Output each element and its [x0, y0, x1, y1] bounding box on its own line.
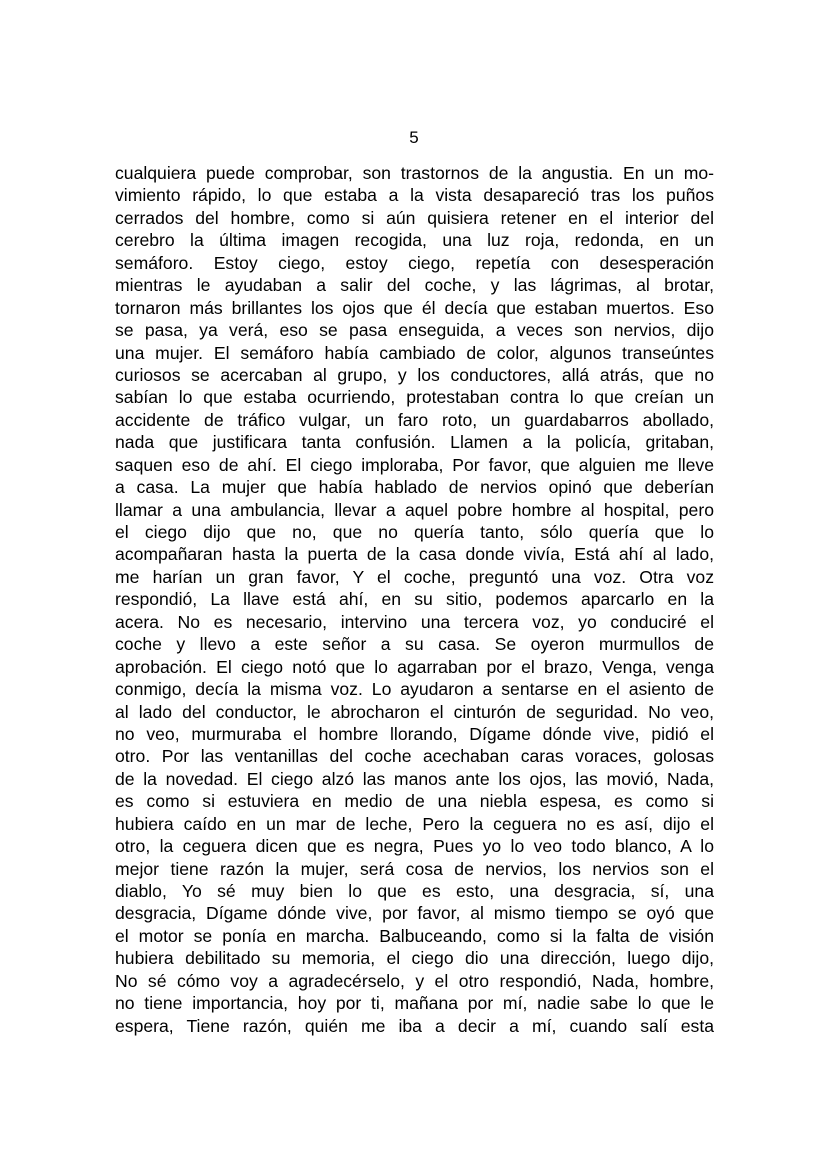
- text-line: cerrados del hombre, como si aún quisiera retener en el interior del: [115, 207, 714, 228]
- text-line: curiosos se acercaban al grupo, y los conductores, allá atrás, que no: [115, 364, 714, 385]
- text-line: a casa. La mujer que había hablado de nervios opinó que deberían: [115, 477, 714, 498]
- text-line: cerebro la última imagen recogida, una luz roja, redonda, en un: [115, 230, 714, 251]
- text-line: mientras le ayudaban a salir del coche, y las lágrimas, al brotar,: [115, 275, 714, 296]
- text-line: nada que justificara tanta confusión. Llamen a la policía, gritaban,: [115, 432, 714, 453]
- text-line: acera. No es necesario, intervino una tercera voz, yo conduciré el: [115, 611, 714, 632]
- text-line: una mujer. El semáforo había cambiado de color, algunos transeúntes: [115, 342, 714, 363]
- text-line: espera, Tiene razón, quién me iba a decir a mí, cuando salí esta: [115, 1015, 714, 1036]
- page-number: 5: [409, 128, 419, 147]
- text-line: no veo, murmuraba el hombre llorando, Dígame dónde vive, pidió el: [115, 723, 714, 744]
- text-line: semáforo. Estoy ciego, estoy ciego, repetía con desesperación: [115, 252, 714, 273]
- text-line: respondió, La llave está ahí, en su sitio, podemos aparcarlo en la: [115, 589, 714, 610]
- text-line: No sé cómo voy a agradecérselo, y el otro respondió, Nada, hombre,: [115, 970, 714, 991]
- text-line: diablo, Yo sé muy bien lo que es esto, una desgracia, sí, una: [115, 881, 714, 901]
- text-line: saquen eso de ahí. El ciego imploraba, Por favor, que alguien me lleve: [115, 454, 714, 475]
- text-line: otro, la ceguera dicen que es negra, Pues yo lo veo todo blanco, A lo: [115, 836, 714, 857]
- text-line: cualquiera puede comprobar, son trastornos de la angustia. En un mo-: [115, 163, 714, 183]
- text-line: conmigo, decía la misma voz. Lo ayudaron a sentarse en el asiento de: [115, 679, 714, 700]
- text-line: es como si estuviera en medio de una niebla espesa, es como si: [115, 791, 714, 812]
- text-line: tornaron más brillantes los ojos que él decía que estaban muertos. Eso: [115, 297, 714, 318]
- text-line: hubiera caído en un mar de leche, Pero la ceguera no es así, dijo el: [115, 813, 714, 834]
- text-line: accidente de tráfico vulgar, un faro roto, un guardabarros abollado,: [115, 409, 714, 430]
- text-line: otro. Por las ventanillas del coche acechaban caras voraces, golosas: [115, 746, 714, 767]
- text-line: se pasa, ya verá, eso se pasa enseguida, a veces son nervios, dijo: [115, 320, 714, 341]
- text-line: hubiera debilitado su memoria, el ciego dio una dirección, luego dijo,: [115, 948, 714, 969]
- text-line: sabían lo que estaba ocurriendo, protestaban contra lo que creían un: [115, 387, 714, 408]
- text-line: llamar a una ambulancia, llevar a aquel pobre hombre al hospital, pero: [115, 499, 714, 520]
- text-line: me harían un gran favor, Y el coche, preguntó una voz. Otra voz: [115, 566, 714, 587]
- text-line: no tiene importancia, hoy por ti, mañana por mí, nadie sabe lo que le: [115, 993, 714, 1014]
- text-line: aprobación. El ciego notó que lo agarraban por el brazo, Venga, venga: [115, 656, 714, 677]
- text-line: el motor se ponía en marcha. Balbuceando, como si la falta de visión: [115, 925, 714, 946]
- text-line: al lado del conductor, le abrocharon el cinturón de seguridad. No veo,: [115, 701, 714, 722]
- text-line: coche y llevo a este señor a su casa. Se oyeron murmullos de: [115, 634, 714, 655]
- text-line: desgracia, Dígame dónde vive, por favor, al mismo tiempo se oyó que: [115, 903, 714, 924]
- body-text: [115, 162, 714, 1037]
- text-line: el ciego dijo que no, que no quería tanto, sólo quería que lo: [115, 522, 714, 542]
- text-line: de la novedad. El ciego alzó las manos ante los ojos, las movió, Nada,: [115, 768, 714, 789]
- text-line: mejor tiene razón la mujer, será cosa de nervios, los nervios son el: [115, 858, 714, 879]
- text-line: acompañaran hasta la puerta de la casa donde vivía, Está ahí al lado,: [115, 544, 714, 565]
- text-line: vimiento rápido, lo que estaba a la vista desapareció tras los puños: [115, 185, 714, 206]
